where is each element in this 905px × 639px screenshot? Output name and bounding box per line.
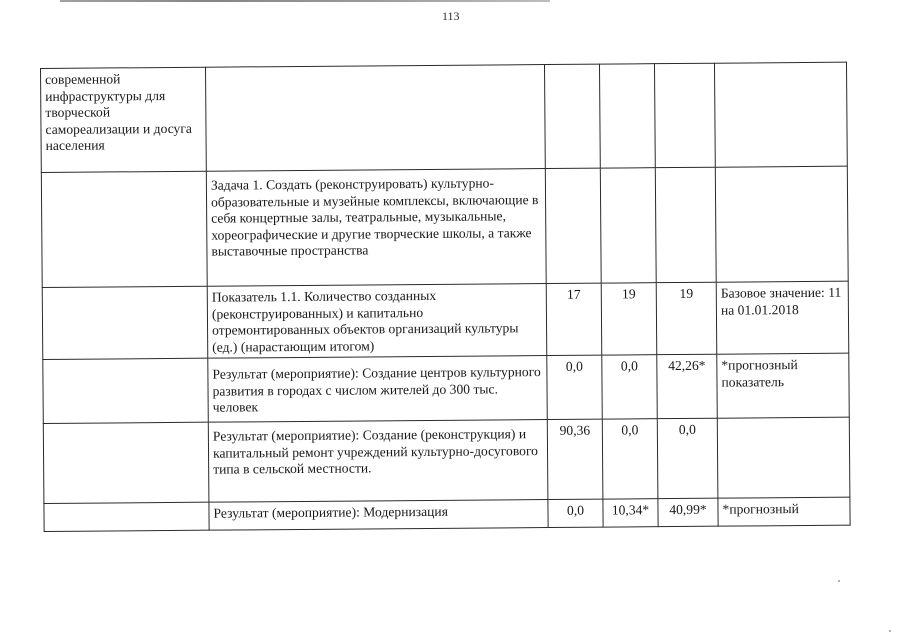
table-row: [43, 417, 850, 503]
description-cell: [207, 284, 547, 359]
result-text: Результат (мероприятие): Модернизация: [213, 503, 448, 521]
note-text: [722, 421, 845, 422]
value-year-3-cell: [655, 167, 716, 282]
note-cell: [715, 166, 848, 282]
value-year-2: 10,34*: [611, 502, 650, 518]
goal-text: [47, 362, 203, 363]
result-text: Результат (мероприятие): Создание (реконструкция) и капитальный ремонт учреждений культурно-досугового типа в сельской местности.: [212, 426, 538, 477]
indicator-text: Показатель 1.1. Количество созданных (реконструированных) и капитально отремонтированных объектов организаций культуры (ед.) (нарастающим итогом): [211, 287, 519, 355]
description-cell: [209, 500, 548, 531]
value-year-2-cell: [599, 64, 655, 168]
value-year-1: 0,0: [565, 358, 583, 374]
value-year-1: 0,0: [566, 502, 585, 518]
value-year-2-cell: [601, 283, 657, 355]
value-year-2: 19: [621, 286, 636, 302]
value-year-1-cell: [547, 355, 603, 419]
goal-text: [47, 290, 203, 291]
description-cell: [206, 169, 546, 287]
note-text: *прогнозный показатель: [721, 357, 798, 390]
table-row: [41, 166, 848, 287]
goal-cell: [42, 286, 208, 359]
note-text: Базовое значение: 11 на 01.01.2018: [720, 284, 842, 318]
value-year-1-cell: [546, 283, 602, 355]
value-year-3-cell: [654, 63, 715, 167]
table-row: [42, 281, 849, 359]
note-text: *прогнозный: [722, 501, 799, 517]
value-year-3: 0,0: [678, 421, 696, 437]
table-row: [44, 497, 850, 531]
note-cell: [714, 62, 847, 167]
value-year-2-cell: [602, 419, 658, 499]
value-year-3-cell: [658, 498, 718, 526]
goal-cell: [43, 422, 209, 503]
note-cell: [717, 353, 849, 418]
value-year-3: 19: [679, 285, 694, 301]
value-year-1-cell: [545, 168, 601, 283]
value-year-3-cell: [656, 282, 717, 354]
value-year-3: 40,99*: [669, 501, 707, 518]
value-year-3-cell: [657, 418, 718, 498]
note-cell: [718, 497, 850, 526]
description-text: [210, 68, 540, 71]
page-number: 113: [442, 9, 460, 23]
scan-speck: [889, 630, 891, 632]
description-cell: [208, 420, 548, 503]
description-cell: [205, 65, 545, 172]
table-row: [41, 62, 848, 172]
goal-cell: [43, 358, 208, 423]
note-cell: [717, 417, 850, 498]
value-year-2-cell: [600, 168, 656, 283]
value-year-1-cell: [548, 499, 603, 527]
result-text: Результат (мероприятие): Создание центров культурного развития в городах с числом жителей до 300 тыс. человек: [212, 364, 541, 415]
task-text: Задача 1. Создать (реконструировать) культурно-образовательные и музейные комплексы, включающие в себя концертные залы, театральные, музыкальные, хореографические и другие творческие школы, а также выставочные пространства: [210, 175, 539, 259]
value-year-1: 90,36: [559, 422, 591, 438]
value-year-2: 0,0: [621, 422, 639, 438]
value-year-1: 17: [566, 286, 581, 302]
program-indicators-table: [40, 62, 851, 532]
value-year-1-cell: [544, 64, 600, 168]
goal-text: [46, 175, 202, 176]
table-row: [43, 353, 849, 423]
goal-cell: [41, 67, 207, 172]
value-year-2: 0,0: [620, 358, 638, 374]
top-scan-edge-line: [60, 0, 550, 2]
goal-cell: [44, 502, 209, 531]
note-cell: [716, 281, 849, 354]
goal-text: [48, 426, 204, 427]
value-year-3: 42,26*: [668, 357, 706, 374]
value-year-3-cell: [657, 354, 718, 418]
value-year-2-cell: [602, 355, 658, 419]
value-year-1-cell: [547, 419, 603, 499]
goal-text: [48, 506, 204, 507]
description-cell: [208, 356, 547, 423]
value-year-2-cell: [603, 499, 658, 527]
goal-cell: [41, 171, 207, 287]
scan-speck: [838, 580, 840, 582]
goal-text: современной инфраструктуры для творческой самореализации и досуга населения: [45, 71, 192, 153]
